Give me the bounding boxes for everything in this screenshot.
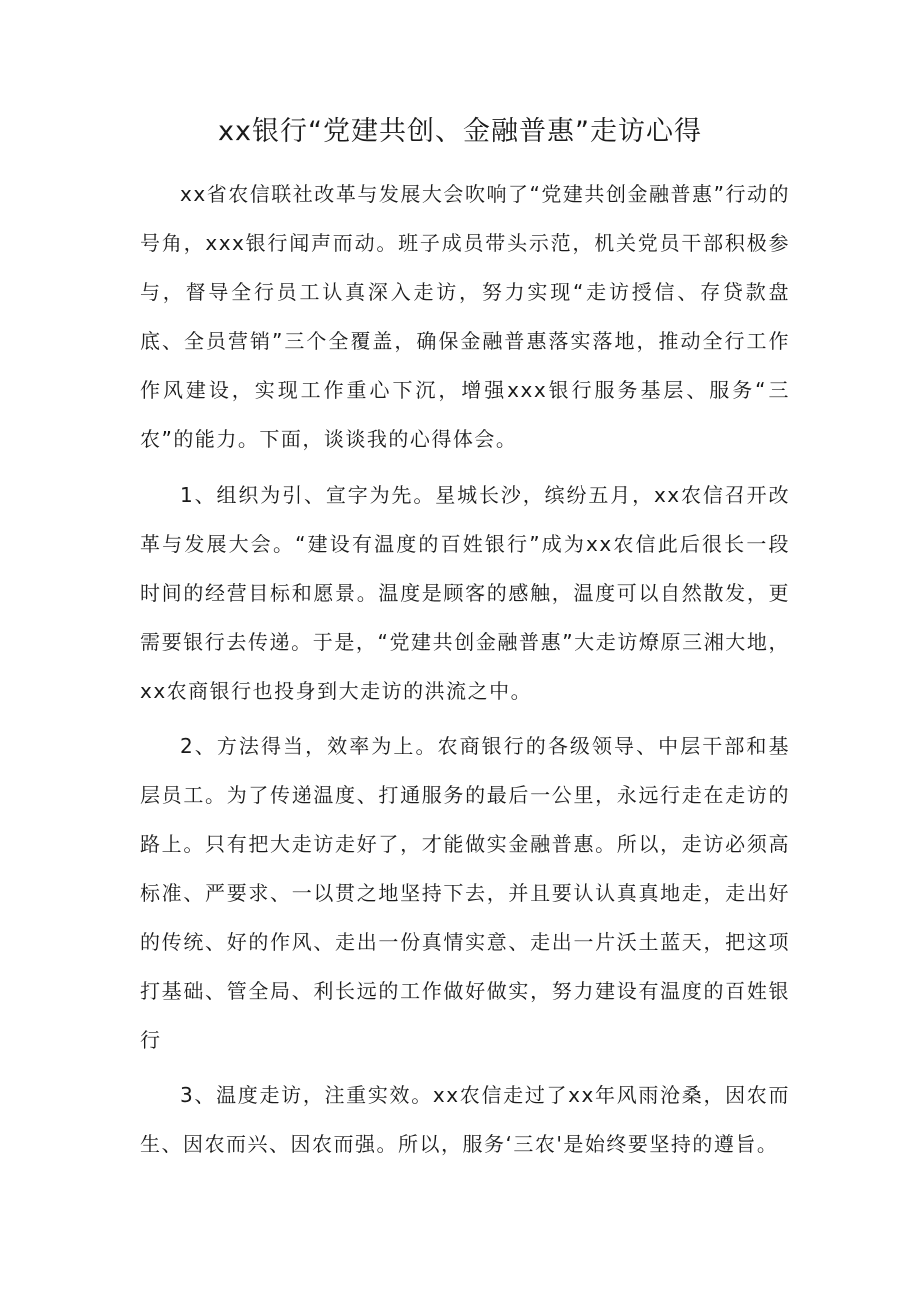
paragraph-intro: xx省农信联社改革与发展大会吹响了“党建共创金融普惠”行动的号角，xxx银行闻声而动。班子成员带头示范，机关党员干部积极参与，督导全行员工认真深入走访，努力实现“走访授信、存贷款盘底、全员营销”三个全覆盖，确保金融普惠落实落地，推动全行工作作风建设，实现工作重心下沉，增强xxx银行服务基层、服务“三农”的能力。下面，谈谈我的心得体会。 bbox=[140, 182, 790, 451]
document-title: xx银行“党建共创、金融普惠”走访心得 bbox=[218, 116, 702, 147]
paragraph-point-2: 2、方法得当，效率为上。农商银行的各级领导、中层干部和基层员工。为了传递温度、打通服务的最后一公里，永远行走在走访的路上。只有把大走访走好了，才能做实金融普惠。所以，走访必须高标准、严要求、一以贯之地坚持下去，并且要认认真真地走，走出好的传统、好的作风、走出一份真情实意、走出一片沃土蓝天，把这项打基础、管全局、利长远的工作做好做实，努力建设有温度的百姓银行 bbox=[140, 734, 790, 1052]
paragraph-point-3: 3、温度走访，注重实效。xx农信走过了xx年风雨沧桑，因农而生、因农而兴、因农而强。所以，服务‘三农'是始终要坚持的遵旨。 bbox=[140, 1083, 790, 1156]
paragraph-point-1: 1、组织为引、宣字为先。星城长沙，缤纷五月，xx农信召开改革与发展大会。“建设有温度的百姓银行”成为xx农信此后很长一段时间的经营目标和愿景。温度是顾客的感触，温度可以自然散发，更需要银行去传递。于是，“党建共创金融普惠”大走访燎原三湘大地，xx农商银行也投身到大走访的洪流之中。 bbox=[140, 483, 790, 703]
